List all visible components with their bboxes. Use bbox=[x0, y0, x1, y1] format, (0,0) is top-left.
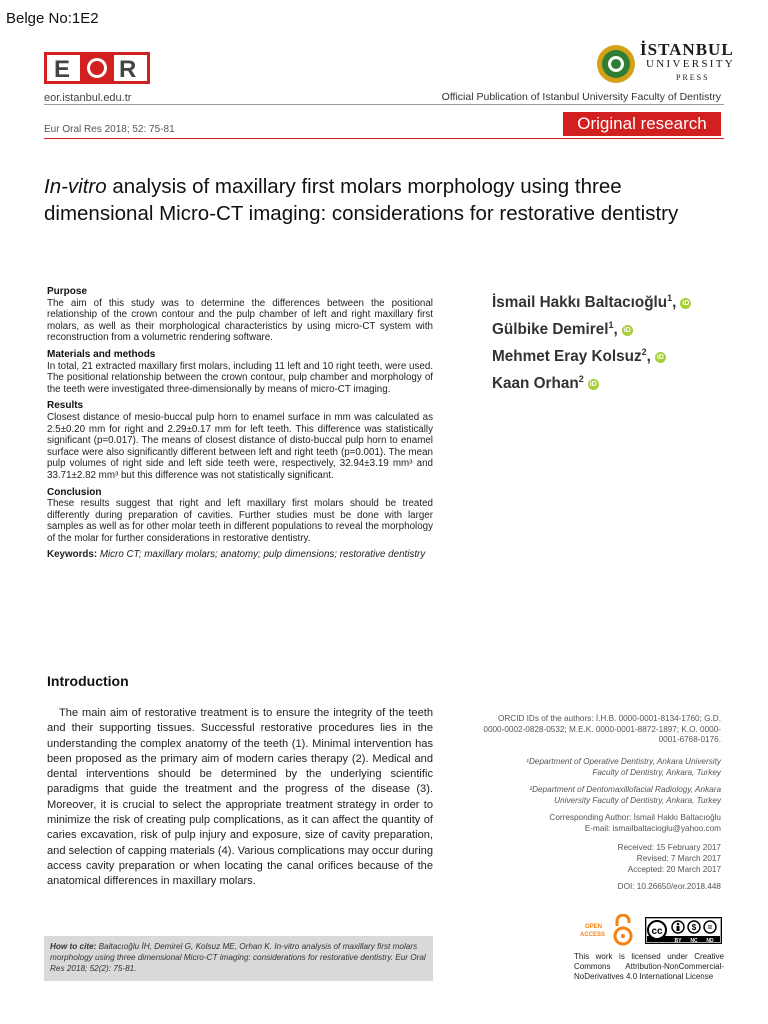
svg-text:ACCESS: ACCESS bbox=[580, 932, 605, 938]
official-publication: Official Publication of Istanbul University Faculty of Dentistry bbox=[441, 91, 721, 103]
affiliation-1 bbox=[501, 757, 721, 778]
svg-text:E: E bbox=[54, 56, 71, 83]
results-heading: Results bbox=[47, 400, 84, 412]
orcid-icon[interactable]: iD bbox=[589, 381, 597, 389]
received-date: Received: 15 February 2017 bbox=[617, 843, 721, 852]
accepted-date: Accepted: 20 March 2017 bbox=[627, 865, 721, 874]
license-text: This work is licensed under Creative Commons Attribution-NonCommercial-NoDerivatives 4.0 International License bbox=[574, 952, 724, 981]
open-access-icon bbox=[580, 914, 640, 948]
svg-text:BY: BY bbox=[674, 938, 682, 944]
university-sub: UNIVERSITY bbox=[646, 58, 735, 70]
header-divider bbox=[44, 104, 724, 105]
abstract bbox=[47, 286, 433, 566]
introduction-heading: Introduction bbox=[47, 673, 129, 689]
corresponding-author: Corresponding Author: İsmail Hakkı Baltacıoğlu bbox=[549, 813, 721, 822]
purpose-text: The aim of this study was to determine the differences between the positional relationship of the crown contour and the pulp chamber of left and right maxillary first molars, as well as their morphological characteristics by using micro-CT system with reconstruction from a volumetric rendering software. bbox=[47, 297, 433, 344]
conclusion-heading: Conclusion bbox=[47, 486, 102, 498]
title-italic: In-vitro bbox=[44, 175, 107, 198]
keywords-label: Keywords: bbox=[47, 549, 98, 561]
how-to-cite bbox=[44, 936, 433, 981]
university-press: PRESS bbox=[676, 73, 710, 82]
affiliation-1-text: ¹Department of Operative Dentistry, Ankara University Faculty of Dentistry, Ankara, Turkey bbox=[526, 757, 721, 777]
orcid-icon[interactable]: iD bbox=[682, 300, 690, 308]
university-seal-icon bbox=[596, 44, 636, 84]
svg-text:ND: ND bbox=[706, 938, 714, 944]
author-sep: , bbox=[613, 321, 618, 339]
author-name: İsmail Hakkı Baltacıoğlu bbox=[492, 294, 668, 312]
keywords-text: Micro CT; maxillary molars; anatomy; pulp dimensions; restorative dentistry bbox=[97, 549, 426, 561]
results-text: Closest distance of mesio-buccal pulp horn to enamel surface in mm was calculated as 2.5±0.20 mm for right and 2.29±0.17 mm for left teeth. This difference was statistically significant (p=0.017). The means of closest distance of disto-buccal pulp horn to enamel surface were also significantly different between left and right teeth (p=0.001). The mean pulp volumes of right side and left side teeth were, respectively, 32.94±3.19 mm³ and 33.71±2.82 mm³ but this difference was not statistically significant. bbox=[47, 411, 433, 481]
svg-text:$: $ bbox=[691, 923, 697, 932]
how-to-cite-label: How to cite: bbox=[50, 942, 97, 951]
title-text: analysis of maxillary first molars morphology using three dimensional Micro-CT imaging: considerations for restorative dentistry bbox=[44, 175, 679, 225]
cc-license-icon[interactable] bbox=[645, 917, 722, 944]
author-affil: 1 bbox=[667, 293, 673, 303]
introduction-text: The main aim of restorative treatment is to ensure the integrity of the teeth and their supporting tissues. Successful restorative procedures lies in the understanding the complex anatomy of the teeth (1). Minimal intervention has been proposed as the primary aim of modern caries therapy (2). Medical and dental interventions should be determined by the underlying scientific paradigms that guide the treatment and the progress of the disease (3). Moreover, it is crucial to select the appropriate treatment strategy in order to minimize the risk of creating pulp complications, as it can affect the quantity of caries excavation, risk of pulp injury and exposure, size of cavity preparation, and selection of capping materials (4). Various complications may occur during access cavity preparation or when locating the canal orifices because of the anatomical differences in maxillary molars. bbox=[47, 707, 433, 888]
author bbox=[492, 314, 732, 341]
affiliation-2 bbox=[501, 785, 721, 806]
journal-citation: Eur Oral Res 2018; 52: 75-81 bbox=[44, 124, 175, 135]
author-sep: , bbox=[672, 294, 677, 312]
author-affil: 2 bbox=[641, 347, 647, 358]
author-affil: 2 bbox=[578, 374, 584, 385]
document-id: Belge No:1E2 bbox=[6, 10, 99, 27]
badge-divider bbox=[44, 138, 724, 139]
svg-text:NC: NC bbox=[690, 938, 698, 944]
author-sep: , bbox=[646, 348, 651, 366]
author-list bbox=[492, 287, 732, 395]
affiliation-2-text: ²Department of Dentomaxillofacial Radiology, Ankara University Faculty of Dentistry, Ankara, Turkey bbox=[529, 785, 721, 805]
keywords bbox=[47, 549, 433, 561]
conclusion-text: These results suggest that right and left maxillary first molars should be treated differently during preparation of cavities. Further studies must be done with larger samples as well as for other molar teeth in different populations to reveal the morphology of the molar for further considerations in restorative dentistry. bbox=[47, 498, 433, 544]
orcid-icon[interactable]: iD bbox=[623, 327, 631, 335]
orcid-ids: ORCID IDs of the authors: İ.H.B. 0000-0001-8134-1760; G.D. 0000-0002-0828-0532; M.E.K. 0000-0001-8872-1897; K.O. 0000-0001-6768-0176. bbox=[483, 714, 721, 744]
author-affil: 1 bbox=[608, 320, 614, 331]
author-name: Mehmet Eray Kolsuz bbox=[492, 348, 642, 366]
university-name: İSTANBUL bbox=[640, 40, 734, 59]
purpose-heading: Purpose bbox=[47, 286, 88, 297]
author-name: Gülbike Demirel bbox=[492, 321, 609, 339]
methods-heading: Materials and methods bbox=[47, 348, 156, 360]
svg-text:R: R bbox=[119, 56, 137, 83]
svg-text:cc: cc bbox=[651, 926, 663, 937]
article-type-badge: Original research bbox=[563, 112, 721, 136]
methods-text: In total, 21 extracted maxillary first molars, including 11 left and 10 right teeth, were used. The positional relationship between the crown contour, pulp chamber and morphology of the teeth were investigated three-dimensionally by means of micro-CT imaging. bbox=[47, 360, 433, 395]
author-name: Kaan Orhan bbox=[492, 375, 579, 393]
orcid-icon[interactable]: iD bbox=[656, 354, 664, 362]
svg-text:=: = bbox=[707, 923, 713, 932]
doi[interactable]: DOI: 10.26650/eor.2018.448 bbox=[617, 882, 721, 891]
revised-date: Revised: 7 March 2017 bbox=[636, 854, 721, 863]
journal-url[interactable]: eor.istanbul.edu.tr bbox=[44, 92, 132, 104]
email[interactable]: E-mail: ismailbaltacioglu@yahoo.com bbox=[584, 824, 721, 833]
author bbox=[492, 287, 732, 314]
svg-text:OPEN: OPEN bbox=[584, 924, 602, 930]
journal-logo bbox=[44, 52, 150, 84]
how-to-cite-text: Baltacıoğlu İH, Demirel G, Kolsuz ME, Orhan K. In-vitro analysis of maxillary first molars morphology using three dimensional Micro-CT imaging: considerations for restorative dentistry. Eur Oral Res 2018; 52(2): 75-81. bbox=[50, 942, 426, 973]
article-title bbox=[44, 173, 734, 227]
author bbox=[492, 341, 732, 368]
author bbox=[492, 368, 732, 395]
